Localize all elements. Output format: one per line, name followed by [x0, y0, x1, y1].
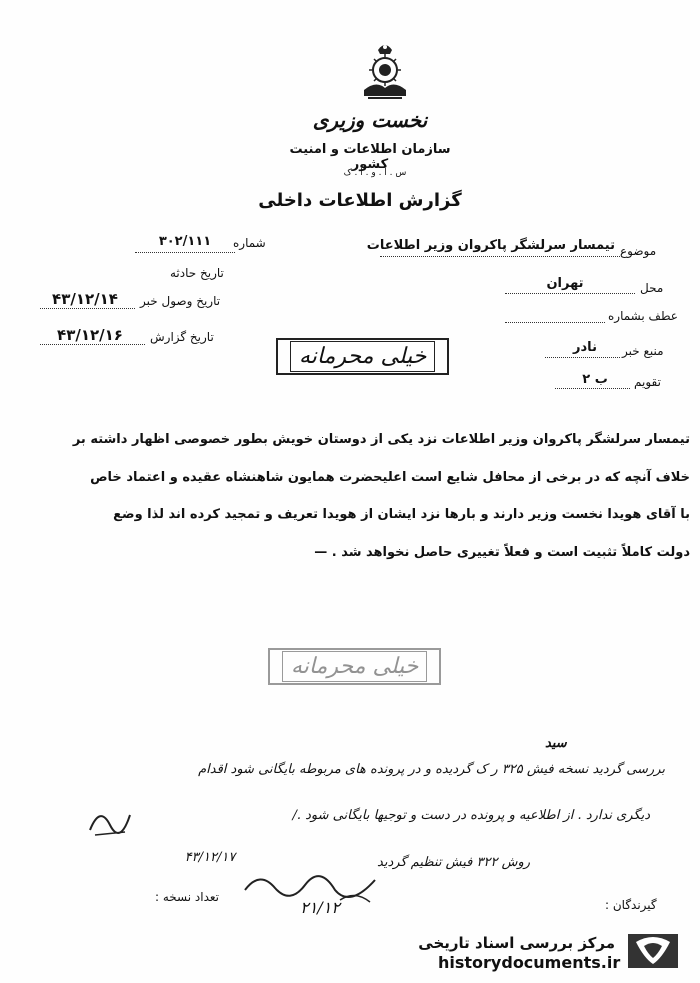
- handwritten-line-2: دیگری ندارد . از اطلاعیه و پرونده در دست و توجیها بایگانی شود ./: [292, 808, 650, 823]
- handwritten-line-3: روش ۳۲۲ فیش تنظیم گردید: [377, 855, 530, 870]
- subject-value: تیمسار سرلشگر پاکروان وزیر اطلاعات: [366, 238, 615, 253]
- evaluation-value: ب ۲: [582, 372, 608, 387]
- subject-line: [380, 256, 620, 257]
- number-label: شماره: [233, 236, 266, 250]
- body-line-1: تیمسار سرلشگر پاکروان وزیر اطلاعات نزد یکی از دوستان خویش بطور خصوصی اظهار داشته بر: [72, 432, 690, 447]
- watermark-name: مرکز بررسی اسناد تاریخی: [418, 934, 615, 952]
- body-line-3: با آقای هویدا نخست وزیر دارند و بارها نزد ایشان از هویدا تعریف و تمجید کرده اند لذا وضع: [113, 507, 690, 522]
- source-line: [545, 357, 620, 358]
- copies-label: تعداد نسخه :: [155, 890, 220, 904]
- org-title: نخست وزیری: [312, 108, 428, 132]
- reference-label: عطف بشماره: [608, 309, 678, 323]
- evaluation-line: [555, 388, 630, 389]
- receipt-date-value: ۴۳/۱۲/۱۴: [52, 290, 118, 308]
- place-line: [505, 293, 635, 294]
- archive-logo-icon: [618, 928, 688, 974]
- place-label: محل: [640, 281, 664, 295]
- place-value: تهران: [546, 276, 584, 291]
- report-date-label: تاریخ گزارش: [150, 330, 214, 344]
- org-subtitle: سازمان اطلاعات و امنیت کشور: [289, 142, 451, 172]
- confidential-stamp-text: خیلی محرمانه: [290, 341, 435, 372]
- confidential-stamp-bottom: [268, 648, 441, 685]
- subject-label: موضوع: [620, 244, 657, 258]
- report-date-value: ۴۳/۱۲/۱۶: [57, 326, 123, 344]
- source-value: نادر: [573, 340, 597, 355]
- handwritten-number: ۲۱/۱۲: [300, 898, 340, 917]
- handwritten-date: ۴۳/۱۲/۱۷: [184, 850, 236, 865]
- lion-and-sun-emblem-icon: [356, 40, 414, 102]
- report-type-title: گزارش اطلاعات داخلی: [258, 190, 462, 211]
- receipt-date-line: [40, 308, 135, 309]
- incident-date-label: تاریخ حادثه: [170, 266, 224, 280]
- evaluation-label: تقویم: [634, 375, 661, 389]
- reference-line: [505, 322, 605, 323]
- body-line-4: دولت کاملاً تثبیت است و فعلاً تغییری حاصل نخواهد شد . —: [314, 545, 690, 560]
- number-line: [135, 252, 235, 253]
- handwritten-mark: سید: [545, 736, 567, 751]
- source-label: منبع خبر: [622, 344, 664, 358]
- signature-scribble-icon: [85, 800, 135, 840]
- watermark-url: historydocuments.ir: [438, 953, 621, 972]
- receipt-date-label: تاریخ وصول خبر: [140, 294, 221, 308]
- org-code: س . ا . و . ا . ک: [343, 168, 407, 178]
- confidential-stamp-bottom-text: خیلی محرمانه: [282, 651, 427, 682]
- confidential-stamp: [276, 338, 449, 375]
- body-line-2: خلاف آنچه که در برخی از محافل شایع است اعلیحضرت همایون شاهنشاه عقیده و اعتماد خاص: [90, 470, 690, 485]
- signature-icon: [240, 860, 380, 910]
- number-value: ۳۰۲/۱۱۱: [158, 234, 212, 249]
- report-date-line: [40, 344, 145, 345]
- handwritten-line-1: بررسی گردید نسخه فیش ۳۲۵ ر ک گردیده و در پرونده های مربوطه بایگانی شود اقدام: [198, 762, 665, 777]
- recipients-label: گیرندگان :: [605, 898, 657, 912]
